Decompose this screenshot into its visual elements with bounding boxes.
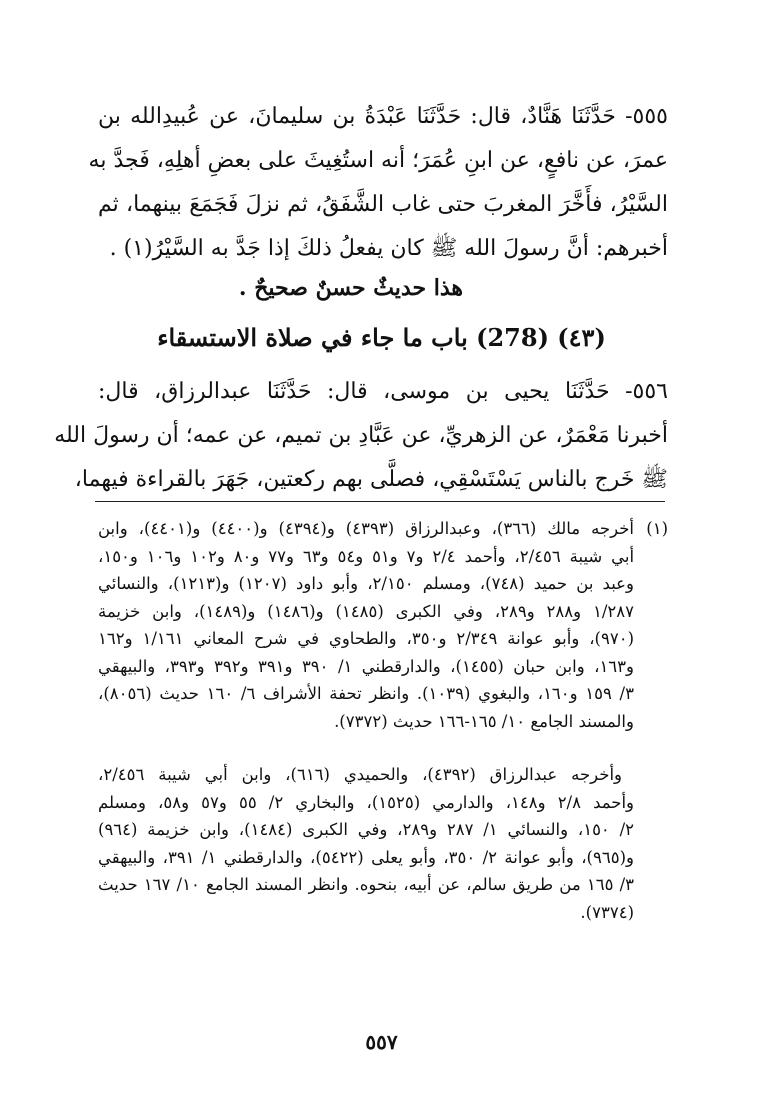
chapter-heading: (٤٣) (278) باب ما جاء في صلاة الاستسقاء (157, 323, 606, 352)
footnote-line: وعبد بن حميد (٧٤٨)، ومسلم ٢/١٥٠، وأبو داود (١٢٠٧) و(١٢١٣)، والنسائي (98, 574, 634, 593)
footnote-line: وأخرجه عبدالرزاق (٤٣٩٢)، والحميدي (٦١٦)، وابن أبي شيبة ٢/٤٥٦، (98, 765, 622, 784)
footnote-line: ٣/ ١٥٩ و١٦٠، والبغوي (١٠٣٩). وانظر تحفة الأشراف ٦/ ١٦٠ حديث (٨٠٥٦)، (98, 684, 634, 703)
footnote-separator (95, 501, 665, 502)
footnote-line: (١)أخرجه مالك (٣٦٦)، وعبدالرزاق (٤٣٩٣) و(٤٣٩٤) و(٤٤٠٠) و(٤٤٠١)، وابن (98, 515, 668, 543)
hadith-555-paragraph (88, 95, 668, 271)
footnote-marker: (١) (646, 519, 669, 538)
footnote-line: و(٩٦٥)، وأبو عوانة ٢/ ٣٥٠، وأبو يعلى (٥٤٢٢)، والدارقطني ١/ ٣٩١، والبيهقي (98, 847, 634, 867)
footnote-line: والمسند الجامع ١٠/ ١٦٥-١٦٦ حديث (٧٣٧٢). (334, 711, 634, 731)
footnote-1 (98, 515, 668, 735)
footnote-line: وأحمد ٢/٨ و١٤٨، والدارمي (١٥٢٥)، والبخاري ٢/ ٥٥ و٥٧ و٥٨، ومسلم (98, 792, 635, 812)
text-line: ٥٥٥- حَدَّثَنَا هَنَّادٌ، قال: حَدَّثَنَا عَبْدَةُ بن سليمانَ، عن عُبيدِالله بن (98, 104, 668, 129)
text-line: عمرَ، عن نافعٍ، عن ابنِ عُمَرَ؛ أنه استُغِيثَ على بعضِ أهلِهِ، فَجدَّ به (88, 148, 668, 173)
hadith-grading: هذا حديثٌ حسنٌ صحيحٌ . (238, 275, 463, 301)
footnote-line: (٩٧٠)، وأبو عوانة ٢/٣٤٩ و٣٥٠، والطحاوي في شرح المعاني ١/١٦١ و١٦٢ (98, 629, 635, 648)
footnote-1-continuation (98, 761, 668, 926)
footnote-line: ٢/ ١٥٠، والنسائي ١/ ٢٨٧ و٢٨٩، وفي الكبرى (١٤٨٤)، وابن خزيمة (٩٦٤) (98, 820, 635, 839)
footnote-line: أبي شيبة ٢/٤٥٦، وأحمد ٢/٤ و٧ و٥١ و٥٤ و٦٣ و٧٧ و٨٠ و١٠٢ و١٠٦ و١٥٠، (98, 546, 635, 566)
text-line: ٥٥٦- حَدَّثَنَا يحيى بن موسى، قال: حَدَّثَنَا عبدالرزاق، قال: (98, 379, 668, 404)
text-line: أخبرهم: أنَّ رسولَ الله ﷺ كان يفعلُ ذلكَ إذا جَدَّ به السَّيْرُ(١) . (109, 236, 668, 261)
footnote-line: ١/٢٨٧ و٢٨٨ و٢٨٩، وفي الكبرى (١٤٨٥) و(١٤٨٦) و(١٤٨٩)، وابن خزيمة (98, 601, 635, 621)
footnote-line: و١٦٣، وابن حبان (١٤٥٥)، والدارقطني ١/ ٣٩٠ و٣٩١ و٣٩٢ و٣٩٣، والبيهقي (98, 656, 634, 676)
hadith-556-paragraph (54, 370, 668, 502)
footnote-line: ٣/ ١٦٥ من طريق سالم، عن أبيه، بنحوه. وانظر المسند الجامع ١٠/ ١٦٧ حديث (98, 875, 634, 894)
text-line: ﷺ خَرج بالناس يَسْتَسْقِي، فصلَّى بهم ركعتين، جَهَرَ بالقراءة فيهما، (74, 467, 668, 492)
footnote-line: (٧٣٧٤). (580, 902, 634, 922)
text-line: السَّيْرُ، فأَخَّرَ المغربَ حتى غاب الشَّفَقُ، ثم نزلَ فَجَمَعَ بينهما، ثم (98, 192, 668, 217)
page-number: ٥٥٧ (365, 1030, 398, 1054)
text-line: أخبرنا مَعْمَرٌ، عن الزهريِّ، عن عَبَّادِ بن تميم، عن عمه؛ أن رسولَ الله (54, 423, 668, 448)
